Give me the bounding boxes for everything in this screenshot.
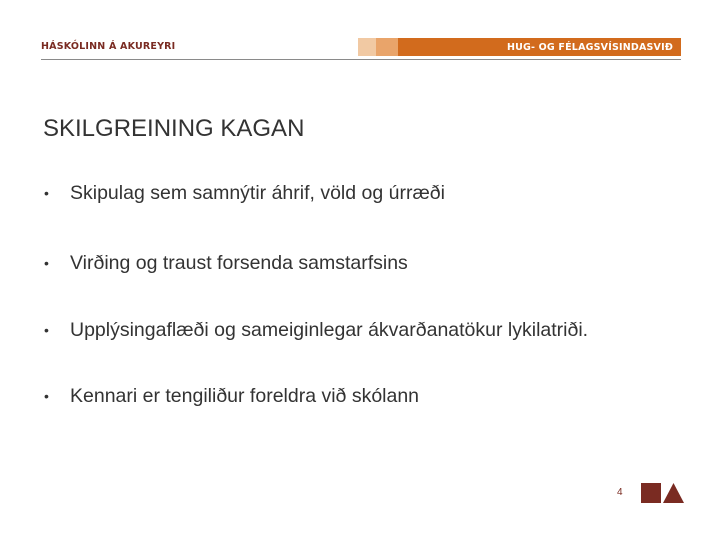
university-name: HÁSKÓLINN Á AKUREYRI bbox=[41, 41, 176, 52]
bullet-text: Skipulag sem samnýtir áhrif, völd og úrræði bbox=[70, 182, 445, 204]
page-number: 4 bbox=[617, 487, 623, 498]
bullet-text: Virðing og traust forsenda samstarfsins bbox=[70, 252, 408, 274]
bullet-dot: • bbox=[44, 322, 49, 338]
bullet-text: Kennari er tengiliður foreldra við skólann bbox=[70, 385, 420, 407]
bullet-item bbox=[44, 384, 644, 408]
bullet-dot: • bbox=[44, 388, 49, 404]
bullet-item bbox=[44, 251, 644, 275]
university-logo-icon bbox=[641, 483, 684, 503]
department-name: HUG- OG FÉLAGSVÍSINDASVIÐ bbox=[398, 38, 681, 56]
logo-square bbox=[641, 483, 661, 503]
bullet-list bbox=[44, 181, 644, 408]
department-banner bbox=[358, 38, 681, 56]
slide-title: SKILGREINING KAGAN bbox=[43, 115, 305, 142]
bullet-item bbox=[44, 181, 644, 205]
bullet-dot: • bbox=[44, 255, 49, 271]
bullet-text: Upplýsingaflæði og sameiginlegar ákvarðanatökur lykilatriði. bbox=[70, 319, 589, 341]
bullet-dot: • bbox=[44, 185, 49, 201]
bullet-item bbox=[44, 318, 644, 342]
banner-light-block bbox=[358, 38, 376, 56]
logo-triangle bbox=[663, 483, 684, 503]
banner-mid-block bbox=[376, 38, 398, 56]
header-divider bbox=[41, 59, 681, 60]
